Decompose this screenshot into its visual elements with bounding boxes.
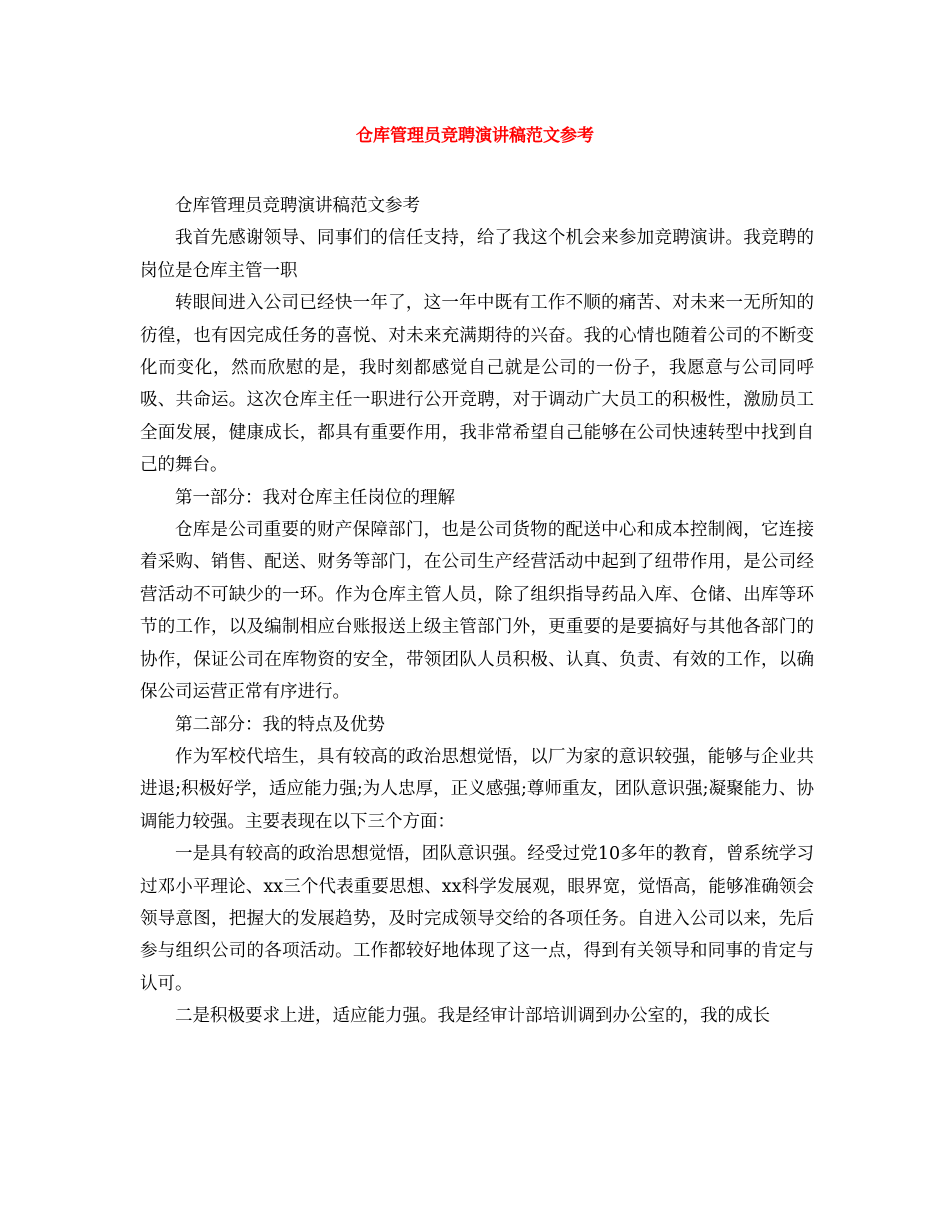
paragraph-reflection: 转眼间进入公司已经快一年了，这一年中既有工作不顺的痛苦、对未来一无所知的彷徨，也有因完成任务的喜悦、对未来充满期待的兴奋。我的心情也随着公司的不断变化而变化，然而欣慰的是，我时刻都感觉自己就是公司的一份子，我愿意与公司同呼吸、共命运。这次仓库主任一职进行公开竞聘，对于调动广大员工的积极性，激励员工全面发展，健康成长，都具有重要作用，我非常希望自己能够在公司快速转型中找到自己的舞台。 bbox=[140, 293, 814, 476]
section-heading-2: 第二部分：我的特点及优势 bbox=[175, 714, 385, 735]
section-heading-1: 第一部分：我对仓库主任岗位的理解 bbox=[175, 487, 455, 508]
paragraph-point-2: 二是积极要求上进，适应能力强。我是经审计部培训调到办公室的，我的成长 bbox=[175, 1006, 770, 1027]
document-title: 仓库管理员竞聘演讲稿范文参考 bbox=[356, 126, 594, 146]
paragraph-intro: 我首先感谢领导、同事们的信任支持，给了我这个机会来参加竞聘演讲。我竞聘的岗位是仓库主管一职 bbox=[140, 228, 814, 281]
document-body bbox=[140, 190, 814, 1033]
paragraph-heading: 仓库管理员竞聘演讲稿范文参考 bbox=[175, 196, 420, 216]
paragraph-point-1: 一是具有较高的政治思想觉悟，团队意识强。经受过党10多年的教育，曾系统学习过邓小平理论、xx三个代表重要思想、xx科学发展观，眼界宽，觉悟高，能够准确领会领导意图，把握大的发展趋势，及时完成领导交给的各项任务。自进入公司以来，先后参与组织公司的各项活动。工作都较好地体现了这一点，得到有关领导和同事的肯定与认可。 bbox=[140, 844, 814, 994]
paragraph-role-understanding: 仓库是公司重要的财产保障部门，也是公司货物的配送中心和成本控制阀，它连接着采购、销售、配送、财务等部门，在公司生产经营活动中起到了纽带作用，是公司经营活动不可缺少的一环。作为仓库主管人员，除了组织指导药品入库、仓储、出库等环节的工作，以及编制相应台账报送上级主管部门外，更重要的是要搞好与其他各部门的协作，保证公司在库物资的安全，带领团队人员积极、认真、负责、有效的工作，以确保公司运营正常有序进行。 bbox=[140, 520, 814, 703]
paragraph-strengths: 作为军校代培生，具有较高的政治思想觉悟，以厂为家的意识较强，能够与企业共进退;积极好学，适应能力强;为人忠厚，正义感强;尊师重友，团队意识强;凝聚能力、协调能力较强。主要表现在以下三个方面： bbox=[140, 746, 814, 832]
